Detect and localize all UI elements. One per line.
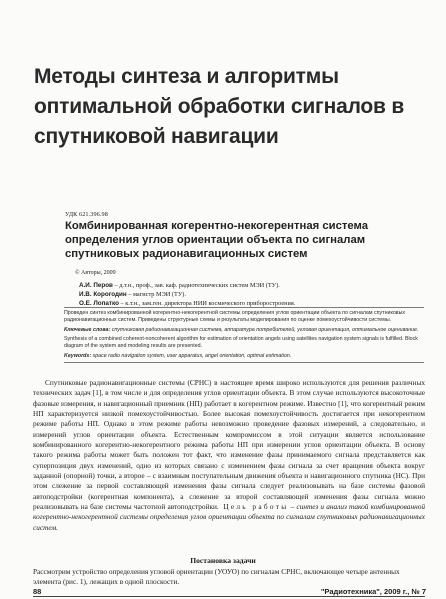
udc-code: УДК 621.396.98 bbox=[65, 211, 108, 218]
author-name: О.Е. Лопатко bbox=[79, 300, 119, 307]
section-title: Методы синтеза и алгоритмы оптимальной обработки сигналов в спутниковой навигации bbox=[34, 65, 405, 148]
setup-heading: Постановка задачи bbox=[190, 556, 256, 565]
abstract bbox=[64, 310, 424, 362]
keywords-en-label: Keywords: bbox=[64, 352, 92, 359]
author-role: – магистр МЭИ (ТУ). bbox=[126, 291, 186, 298]
body-text bbox=[33, 378, 425, 533]
keywords-ru-label: Ключевые слова: bbox=[64, 326, 111, 333]
author-name: А.И. Перов bbox=[79, 282, 113, 289]
goal-text: – синтез и анализ такой комбинированной когерентно-некогерентной системы определения углов ориентации объекта по сигналам спутниковых радионавигационных систем. bbox=[33, 502, 425, 532]
article-title: Комбинированная когерентно-некогерентная система определения углов ориентации объекта по сигналам спутниковых радионавигационных систем bbox=[65, 220, 369, 260]
abstract-en: Synthesis of a combined coherent-noncoherent algorithm for estimation of orientation angels using satellites navigation system signals is fulfilled. Block diagram of the system and modeling results are presented. bbox=[64, 335, 418, 350]
keywords-en bbox=[64, 353, 424, 360]
abstract-top-rule bbox=[64, 307, 424, 308]
goal-label: Цель работы bbox=[218, 502, 289, 512]
author-line bbox=[79, 290, 419, 299]
author-name: И.В. Корогодин bbox=[79, 291, 127, 298]
page-number: 88 bbox=[33, 587, 42, 596]
setup-text: Рассмотрим устройство определения угловой ориентации (УОУО) по сигналам СРНС, включающее четыре антенных элемента (рис. 1), лежащих в одной плоскости. bbox=[33, 567, 400, 586]
keywords-en-text: space radio navigation system, user apparatus, angel orientation, optimal estimation. bbox=[91, 352, 292, 359]
keywords-ru bbox=[64, 327, 424, 334]
author-role: – д.т.н., проф., зав. каф. радиотехнических систем МЭИ (ТУ). bbox=[112, 282, 280, 289]
footer-rule bbox=[33, 596, 425, 597]
body-paragraph-text: Спутниковые радионавигационные системы (СРНС) в настоящее время широко используются для решения различных технических задач [1], в том числе и для определения углов ориентации объекта. В этом случае используются высокоточные фазовые измерения, и навигационный приемник (НП) работает в когерентном режиме. Известно [1], что когерентный режим НП характеризуется низкой помехоустойчивостью. Более высокая помехоустойчивость достигается при некогерентном режиме работы НП. Однако в этом режиме работы невозможно проведение фазовых измерений, а следовательно, и измерений углов ориентации объекта. Естественным компромиссом в этой ситуации является использование комбинированного когерентно-некогерентного режима работы НП при измерении углов ориентации объекта. В основу такого режима работы может быть положен тот факт, что изменение фазы принимаемого сигнала представляется как суперпозиция двух изменений, одно из которых связано с изменением фазы сигнала за счет вращения объекта вокруг заданной (опорной) точки, а второе – с взаимным поступательным движения объекта и навигационного спутника (НС). При этом слежение за первой составляющей изменения фазы сигнала следует реализовывать на базе системы фазовой автоподстройки (когерентная компонента), а слежение за второй составляющей изменения фазы сигнала можно реализовывать на базе системы частотной автоподстройки. bbox=[33, 378, 425, 512]
author-role: – к.т.н., зам.ген. директора НИИ космического приборостроения. bbox=[118, 300, 296, 307]
keywords-ru-text: спутниковая радионавигационная система, аппаратура потребителей, угловая ориентация, оптимальное оценивание. bbox=[110, 326, 419, 333]
abstract-ru: Проведен синтез комбинированной когерентно-некогерентной системы определения углов ориентации объекта по сигналам спутниковых радионавигационных систем. Приведены структурные схемы и результаты моделирования по оценке помехоустойчивости системы. bbox=[64, 310, 406, 324]
authors-list bbox=[79, 281, 419, 308]
abstract-bottom-rule bbox=[64, 362, 424, 363]
journal-name: "Радиотехника", 2009 г., № 7 bbox=[320, 587, 426, 596]
author-line bbox=[79, 281, 419, 290]
copyright: © Авторы, 2009 bbox=[75, 270, 116, 276]
body-paragraph bbox=[33, 378, 425, 533]
